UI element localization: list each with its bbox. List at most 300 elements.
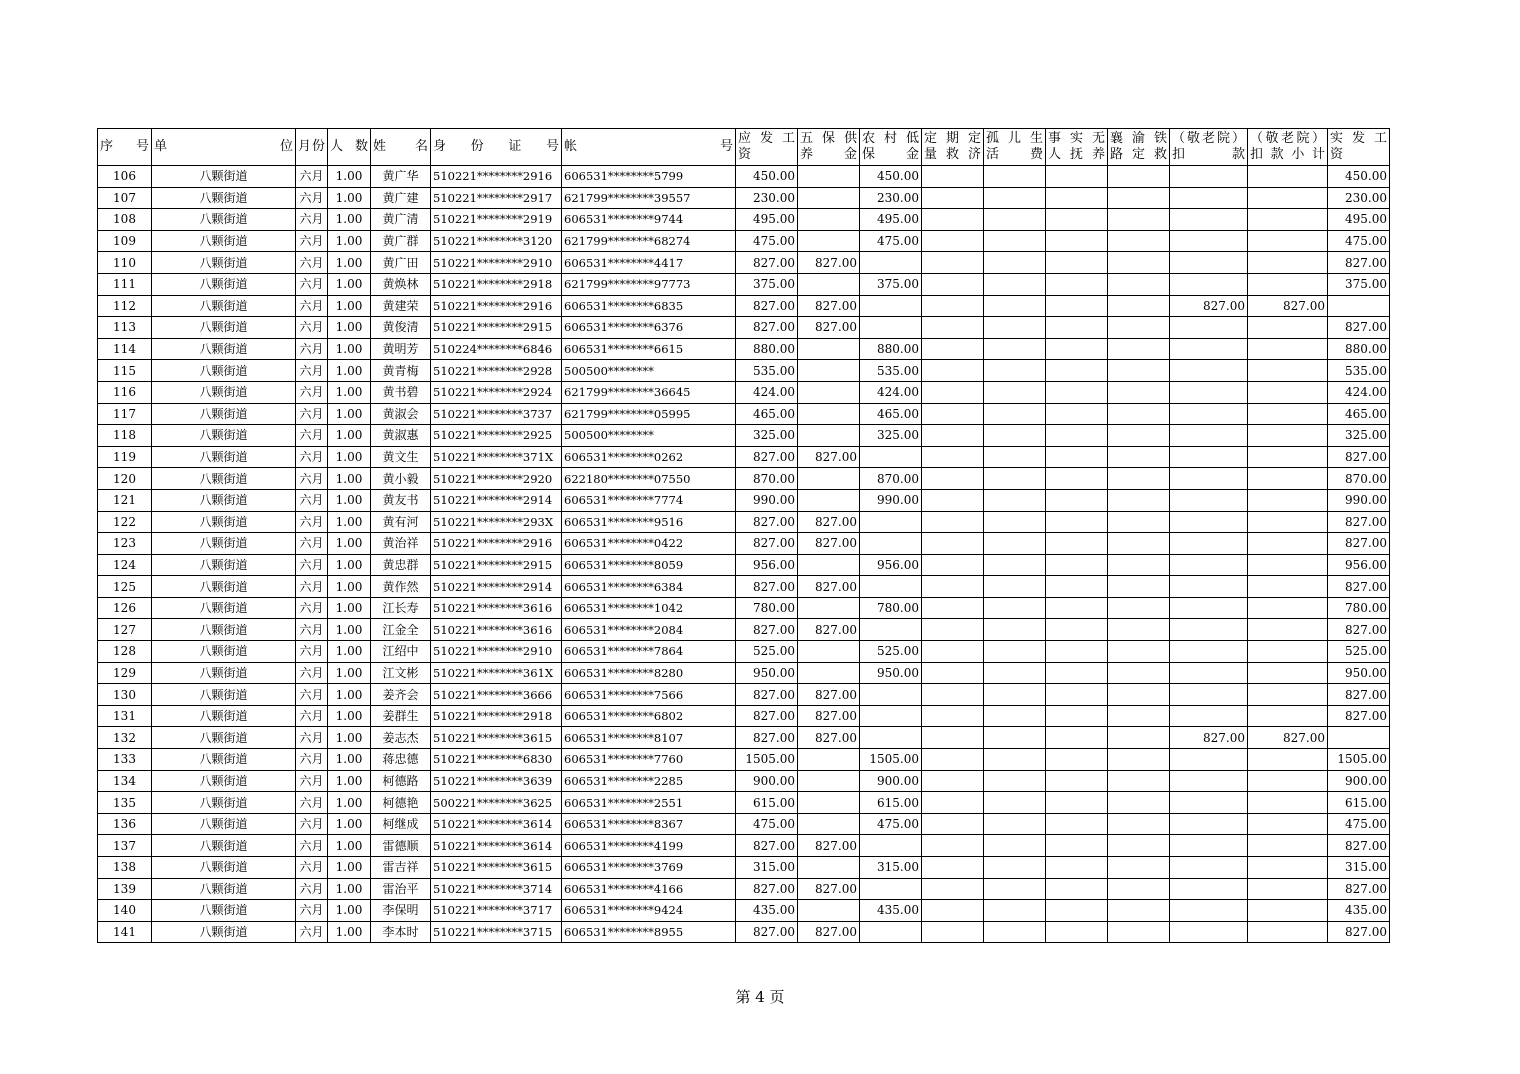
cell-shifa: 827.00 xyxy=(1328,835,1390,857)
cell-unit: 八颗街道 xyxy=(152,273,296,295)
cell-month: 六月 xyxy=(296,273,328,295)
cell-dingqi xyxy=(922,662,984,684)
table-row xyxy=(98,770,1390,792)
cell-dingqi xyxy=(922,576,984,598)
cell-idcard: 510221********2916 xyxy=(431,166,562,188)
cell-unit: 八颗街道 xyxy=(152,230,296,252)
table-row xyxy=(98,338,1390,360)
cell-jinglao2 xyxy=(1248,338,1328,360)
cell-xiangyu xyxy=(1108,900,1170,922)
cell-wubao xyxy=(798,749,860,771)
cell-name: 黄青梅 xyxy=(371,360,431,382)
cell-wubao xyxy=(798,813,860,835)
cell-dibao: 990.00 xyxy=(860,489,922,511)
cell-month: 六月 xyxy=(296,597,328,619)
cell-seq: 115 xyxy=(98,360,152,382)
cell-shishi xyxy=(1046,857,1108,879)
cell-wage: 950.00 xyxy=(736,662,798,684)
cell-count: 1.00 xyxy=(328,489,371,511)
cell-month: 六月 xyxy=(296,554,328,576)
cell-wubao xyxy=(798,468,860,490)
cell-shishi xyxy=(1046,684,1108,706)
cell-shifa: 827.00 xyxy=(1328,921,1390,943)
cell-wage: 827.00 xyxy=(736,576,798,598)
cell-jinglao2 xyxy=(1248,489,1328,511)
cell-unit: 八颗街道 xyxy=(152,209,296,231)
cell-guer xyxy=(984,576,1046,598)
cell-wubao xyxy=(798,641,860,663)
cell-shishi xyxy=(1046,338,1108,360)
cell-jinglao1 xyxy=(1170,641,1248,663)
cell-guer xyxy=(984,533,1046,555)
cell-dingqi xyxy=(922,813,984,835)
cell-jinglao2 xyxy=(1248,684,1328,706)
cell-guer xyxy=(984,619,1046,641)
cell-month: 六月 xyxy=(296,252,328,274)
cell-wage: 615.00 xyxy=(736,792,798,814)
header-jinglao2-line1: （敬老院） xyxy=(1250,131,1325,146)
table-row xyxy=(98,446,1390,468)
table-row xyxy=(98,511,1390,533)
cell-seq: 111 xyxy=(98,273,152,295)
cell-shishi xyxy=(1046,770,1108,792)
cell-count: 1.00 xyxy=(328,576,371,598)
header-idcard xyxy=(431,129,562,166)
cell-dingqi xyxy=(922,360,984,382)
cell-count: 1.00 xyxy=(328,705,371,727)
cell-name: 黄忠群 xyxy=(371,554,431,576)
cell-dingqi xyxy=(922,835,984,857)
cell-jinglao1 xyxy=(1170,921,1248,943)
cell-xiangyu xyxy=(1108,554,1170,576)
cell-guer xyxy=(984,425,1046,447)
cell-shishi xyxy=(1046,597,1108,619)
cell-idcard: 510221********3615 xyxy=(431,857,562,879)
cell-shishi xyxy=(1046,295,1108,317)
cell-name: 黄广田 xyxy=(371,252,431,274)
cell-shishi xyxy=(1046,835,1108,857)
cell-seq: 137 xyxy=(98,835,152,857)
cell-shifa: 475.00 xyxy=(1328,230,1390,252)
cell-seq: 123 xyxy=(98,533,152,555)
cell-wubao xyxy=(798,209,860,231)
cell-shishi xyxy=(1046,511,1108,533)
cell-guer xyxy=(984,727,1046,749)
cell-unit: 八颗街道 xyxy=(152,662,296,684)
cell-month: 六月 xyxy=(296,878,328,900)
cell-shishi xyxy=(1046,166,1108,188)
cell-wubao xyxy=(798,166,860,188)
cell-count: 1.00 xyxy=(328,684,371,706)
cell-guer xyxy=(984,295,1046,317)
cell-wubao xyxy=(798,187,860,209)
cell-wubao xyxy=(798,900,860,922)
cell-account: 606531********8280 xyxy=(562,662,736,684)
cell-seq: 122 xyxy=(98,511,152,533)
cell-idcard: 510221********2914 xyxy=(431,489,562,511)
cell-dingqi xyxy=(922,166,984,188)
cell-jinglao1 xyxy=(1170,166,1248,188)
cell-seq: 110 xyxy=(98,252,152,274)
table-row xyxy=(98,252,1390,274)
cell-jinglao2: 827.00 xyxy=(1248,295,1328,317)
cell-count: 1.00 xyxy=(328,273,371,295)
cell-shishi xyxy=(1046,576,1108,598)
cell-name: 蒋忠德 xyxy=(371,749,431,771)
cell-shishi xyxy=(1046,360,1108,382)
cell-guer xyxy=(984,597,1046,619)
table-row xyxy=(98,641,1390,663)
cell-jinglao1 xyxy=(1170,317,1248,339)
cell-seq: 112 xyxy=(98,295,152,317)
cell-account: 606531********9424 xyxy=(562,900,736,922)
cell-month: 六月 xyxy=(296,792,328,814)
cell-name: 雷吉祥 xyxy=(371,857,431,879)
cell-unit: 八颗街道 xyxy=(152,317,296,339)
cell-name: 黄小毅 xyxy=(371,468,431,490)
cell-guer xyxy=(984,187,1046,209)
cell-shishi xyxy=(1046,446,1108,468)
header-jinglao2 xyxy=(1248,129,1328,166)
cell-wubao xyxy=(798,360,860,382)
cell-month: 六月 xyxy=(296,900,328,922)
cell-wage: 325.00 xyxy=(736,425,798,447)
cell-account: 606531********2551 xyxy=(562,792,736,814)
cell-dibao xyxy=(860,921,922,943)
header-name xyxy=(371,129,431,166)
cell-jinglao1 xyxy=(1170,554,1248,576)
cell-dingqi xyxy=(922,187,984,209)
cell-dingqi xyxy=(922,381,984,403)
cell-idcard: 510224********6846 xyxy=(431,338,562,360)
cell-dingqi xyxy=(922,770,984,792)
cell-wubao: 827.00 xyxy=(798,511,860,533)
cell-dingqi xyxy=(922,641,984,663)
cell-month: 六月 xyxy=(296,662,328,684)
cell-wage: 450.00 xyxy=(736,166,798,188)
cell-dibao: 465.00 xyxy=(860,403,922,425)
cell-shifa: 450.00 xyxy=(1328,166,1390,188)
cell-idcard: 510221********2925 xyxy=(431,425,562,447)
cell-unit: 八颗街道 xyxy=(152,576,296,598)
cell-wage: 827.00 xyxy=(736,727,798,749)
cell-jinglao1 xyxy=(1170,360,1248,382)
cell-guer xyxy=(984,403,1046,425)
cell-seq: 109 xyxy=(98,230,152,252)
cell-wage: 827.00 xyxy=(736,619,798,641)
cell-seq: 124 xyxy=(98,554,152,576)
cell-account: 606531********4166 xyxy=(562,878,736,900)
cell-xiangyu xyxy=(1108,489,1170,511)
cell-shifa: 525.00 xyxy=(1328,641,1390,663)
cell-name: 黄广建 xyxy=(371,187,431,209)
cell-month: 六月 xyxy=(296,705,328,727)
cell-jinglao2 xyxy=(1248,166,1328,188)
cell-xiangyu xyxy=(1108,792,1170,814)
header-count xyxy=(328,129,371,166)
cell-seq: 139 xyxy=(98,878,152,900)
header-dibao-line2: 保 金 xyxy=(862,147,919,162)
cell-xiangyu xyxy=(1108,511,1170,533)
cell-idcard: 510221********3717 xyxy=(431,900,562,922)
cell-shishi xyxy=(1046,533,1108,555)
cell-guer xyxy=(984,230,1046,252)
cell-jinglao2 xyxy=(1248,230,1328,252)
header-jinglao2-line2: 扣 款 小 计 xyxy=(1250,147,1325,162)
cell-guer xyxy=(984,835,1046,857)
cell-count: 1.00 xyxy=(328,749,371,771)
cell-shifa: 827.00 xyxy=(1328,619,1390,641)
cell-shishi xyxy=(1046,187,1108,209)
table-row xyxy=(98,360,1390,382)
cell-month: 六月 xyxy=(296,295,328,317)
cell-shishi xyxy=(1046,273,1108,295)
cell-shifa: 827.00 xyxy=(1328,317,1390,339)
cell-dingqi xyxy=(922,533,984,555)
cell-jinglao2 xyxy=(1248,749,1328,771)
cell-count: 1.00 xyxy=(328,554,371,576)
cell-count: 1.00 xyxy=(328,662,371,684)
cell-name: 黄淑惠 xyxy=(371,425,431,447)
cell-xiangyu xyxy=(1108,446,1170,468)
cell-jinglao1 xyxy=(1170,468,1248,490)
header-account xyxy=(562,129,736,166)
cell-idcard: 510221********2917 xyxy=(431,187,562,209)
cell-shifa: 230.00 xyxy=(1328,187,1390,209)
cell-jinglao1 xyxy=(1170,770,1248,792)
cell-dingqi xyxy=(922,878,984,900)
cell-count: 1.00 xyxy=(328,360,371,382)
cell-account: 606531********2084 xyxy=(562,619,736,641)
cell-guer xyxy=(984,468,1046,490)
cell-dibao: 880.00 xyxy=(860,338,922,360)
cell-seq: 138 xyxy=(98,857,152,879)
cell-name: 柯继成 xyxy=(371,813,431,835)
cell-idcard: 510221********2914 xyxy=(431,576,562,598)
header-shishi-line1: 事 实 无 xyxy=(1048,131,1105,146)
cell-account: 606531********9744 xyxy=(562,209,736,231)
cell-account: 621799********97773 xyxy=(562,273,736,295)
cell-unit: 八颗街道 xyxy=(152,619,296,641)
cell-idcard: 510221********3614 xyxy=(431,813,562,835)
cell-jinglao2 xyxy=(1248,381,1328,403)
cell-jinglao2 xyxy=(1248,641,1328,663)
cell-guer xyxy=(984,813,1046,835)
cell-jinglao1 xyxy=(1170,857,1248,879)
cell-wage: 495.00 xyxy=(736,209,798,231)
cell-jinglao1 xyxy=(1170,792,1248,814)
cell-wubao: 827.00 xyxy=(798,446,860,468)
cell-count: 1.00 xyxy=(328,597,371,619)
header-jinglao1-line2: 扣 款 xyxy=(1172,147,1245,162)
cell-unit: 八颗街道 xyxy=(152,921,296,943)
cell-dibao: 950.00 xyxy=(860,662,922,684)
cell-wage: 880.00 xyxy=(736,338,798,360)
cell-unit: 八颗街道 xyxy=(152,727,296,749)
cell-shifa: 827.00 xyxy=(1328,511,1390,533)
header-seq xyxy=(98,129,152,166)
table-row xyxy=(98,209,1390,231)
cell-wubao xyxy=(798,597,860,619)
cell-account: 622180********07550 xyxy=(562,468,736,490)
table-row xyxy=(98,554,1390,576)
cell-shifa: 827.00 xyxy=(1328,878,1390,900)
cell-dingqi xyxy=(922,705,984,727)
table-row xyxy=(98,813,1390,835)
cell-dingqi xyxy=(922,900,984,922)
table-row xyxy=(98,878,1390,900)
cell-shifa: 827.00 xyxy=(1328,705,1390,727)
cell-jinglao2 xyxy=(1248,878,1328,900)
cell-name: 黄建荣 xyxy=(371,295,431,317)
cell-jinglao1 xyxy=(1170,446,1248,468)
cell-dingqi xyxy=(922,446,984,468)
cell-xiangyu xyxy=(1108,468,1170,490)
cell-shifa: 475.00 xyxy=(1328,813,1390,835)
cell-account: 500500******** xyxy=(562,360,736,382)
cell-jinglao1 xyxy=(1170,597,1248,619)
header-month xyxy=(296,129,328,166)
cell-account: 606531********8059 xyxy=(562,554,736,576)
cell-xiangyu xyxy=(1108,317,1170,339)
page-number: 第 4 页 xyxy=(735,988,785,1006)
cell-xiangyu xyxy=(1108,641,1170,663)
cell-unit: 八颗街道 xyxy=(152,684,296,706)
cell-count: 1.00 xyxy=(328,878,371,900)
cell-jinglao1 xyxy=(1170,533,1248,555)
cell-seq: 130 xyxy=(98,684,152,706)
cell-wubao: 827.00 xyxy=(798,921,860,943)
table-row xyxy=(98,187,1390,209)
table-header xyxy=(98,129,1390,166)
table-row xyxy=(98,317,1390,339)
cell-dingqi xyxy=(922,749,984,771)
cell-account: 606531********6376 xyxy=(562,317,736,339)
cell-month: 六月 xyxy=(296,360,328,382)
cell-dibao: 325.00 xyxy=(860,425,922,447)
cell-name: 黄广群 xyxy=(371,230,431,252)
cell-name: 黄俊清 xyxy=(371,317,431,339)
cell-guer xyxy=(984,554,1046,576)
cell-name: 黄治祥 xyxy=(371,533,431,555)
cell-guer xyxy=(984,317,1046,339)
cell-month: 六月 xyxy=(296,921,328,943)
cell-xiangyu xyxy=(1108,403,1170,425)
cell-seq: 120 xyxy=(98,468,152,490)
cell-idcard: 510221********3714 xyxy=(431,878,562,900)
cell-month: 六月 xyxy=(296,576,328,598)
cell-count: 1.00 xyxy=(328,317,371,339)
cell-dibao xyxy=(860,727,922,749)
cell-dingqi xyxy=(922,230,984,252)
cell-count: 1.00 xyxy=(328,619,371,641)
cell-name: 柯德路 xyxy=(371,770,431,792)
cell-seq: 118 xyxy=(98,425,152,447)
cell-month: 六月 xyxy=(296,230,328,252)
table-row xyxy=(98,900,1390,922)
table-row xyxy=(98,576,1390,598)
cell-seq: 135 xyxy=(98,792,152,814)
cell-shifa: 424.00 xyxy=(1328,381,1390,403)
cell-idcard: 510221********3737 xyxy=(431,403,562,425)
cell-xiangyu xyxy=(1108,662,1170,684)
cell-jinglao2 xyxy=(1248,317,1328,339)
cell-jinglao2 xyxy=(1248,209,1328,231)
cell-dibao xyxy=(860,684,922,706)
cell-idcard: 510221********2918 xyxy=(431,705,562,727)
cell-seq: 128 xyxy=(98,641,152,663)
cell-shifa xyxy=(1328,295,1390,317)
cell-idcard: 500221********3625 xyxy=(431,792,562,814)
cell-count: 1.00 xyxy=(328,403,371,425)
cell-xiangyu xyxy=(1108,381,1170,403)
cell-shishi xyxy=(1046,489,1108,511)
table-row xyxy=(98,727,1390,749)
cell-wage: 535.00 xyxy=(736,360,798,382)
cell-account: 606531********4199 xyxy=(562,835,736,857)
cell-shishi xyxy=(1046,554,1108,576)
table-row xyxy=(98,468,1390,490)
cell-idcard: 510221********2928 xyxy=(431,360,562,382)
cell-jinglao1 xyxy=(1170,576,1248,598)
cell-month: 六月 xyxy=(296,403,328,425)
cell-month: 六月 xyxy=(296,749,328,771)
cell-jinglao1 xyxy=(1170,813,1248,835)
cell-seq: 132 xyxy=(98,727,152,749)
cell-name: 江文彬 xyxy=(371,662,431,684)
cell-count: 1.00 xyxy=(328,230,371,252)
cell-shifa: 1505.00 xyxy=(1328,749,1390,771)
cell-wage: 827.00 xyxy=(736,684,798,706)
cell-seq: 141 xyxy=(98,921,152,943)
table-row xyxy=(98,684,1390,706)
cell-idcard: 510221********293X xyxy=(431,511,562,533)
cell-idcard: 510221********3666 xyxy=(431,684,562,706)
cell-wage: 230.00 xyxy=(736,187,798,209)
cell-jinglao2 xyxy=(1248,597,1328,619)
table-row xyxy=(98,425,1390,447)
cell-jinglao1 xyxy=(1170,835,1248,857)
cell-wage: 827.00 xyxy=(736,878,798,900)
header-shishi-line2: 人 抚 养 xyxy=(1048,147,1105,162)
cell-seq: 125 xyxy=(98,576,152,598)
cell-shifa: 315.00 xyxy=(1328,857,1390,879)
cell-count: 1.00 xyxy=(328,857,371,879)
cell-name: 黄有河 xyxy=(371,511,431,533)
cell-jinglao2 xyxy=(1248,770,1328,792)
cell-jinglao1 xyxy=(1170,252,1248,274)
cell-count: 1.00 xyxy=(328,727,371,749)
cell-xiangyu xyxy=(1108,338,1170,360)
header-unit xyxy=(152,129,296,166)
cell-wage: 870.00 xyxy=(736,468,798,490)
cell-idcard: 510221********371X xyxy=(431,446,562,468)
cell-shishi xyxy=(1046,662,1108,684)
cell-dingqi xyxy=(922,338,984,360)
cell-guer xyxy=(984,360,1046,382)
cell-wage: 827.00 xyxy=(736,533,798,555)
cell-count: 1.00 xyxy=(328,900,371,922)
cell-idcard: 510221********361X xyxy=(431,662,562,684)
cell-xiangyu xyxy=(1108,619,1170,641)
cell-account: 500500******** xyxy=(562,425,736,447)
cell-wage: 475.00 xyxy=(736,813,798,835)
cell-shifa: 990.00 xyxy=(1328,489,1390,511)
cell-wubao xyxy=(798,857,860,879)
cell-seq: 106 xyxy=(98,166,152,188)
cell-idcard: 510221********3615 xyxy=(431,727,562,749)
cell-guer xyxy=(984,252,1046,274)
